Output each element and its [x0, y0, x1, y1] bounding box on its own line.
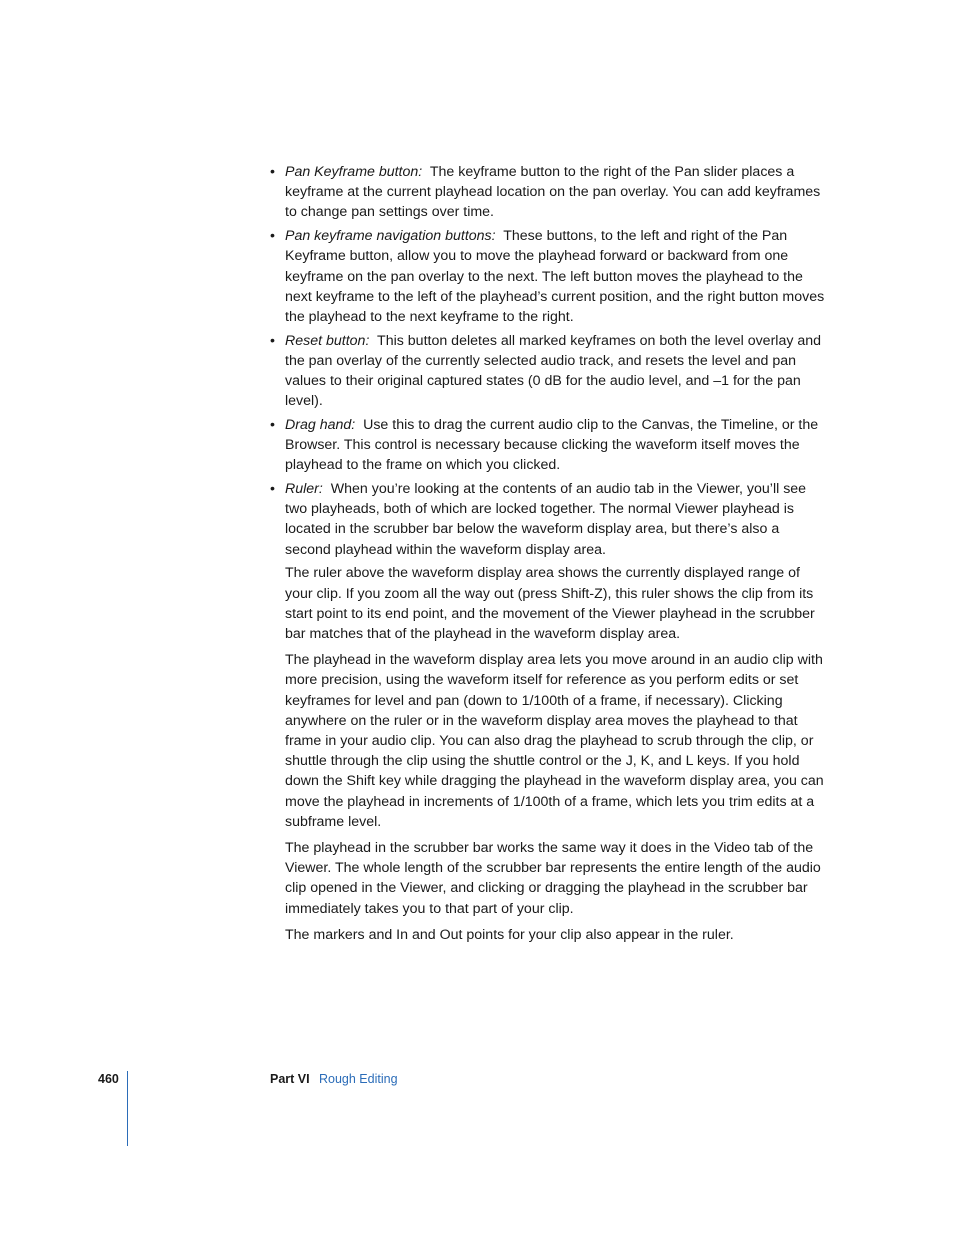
list-item [270, 226, 825, 327]
bullet-icon: • [270, 164, 275, 180]
term-description: When you’re looking at the contents of an audio tab in the Viewer, you’ll see two playheads, both of which are locked together. The normal Viewer playhead is located in the scrubber bar below the waveform display area, but there’s also a second playhead within the waveform display area. [285, 481, 807, 558]
term-label: Pan keyframe navigation buttons: [285, 228, 496, 245]
bullet-icon: • [270, 481, 275, 498]
term-label: Pan Keyframe button: [285, 164, 423, 180]
term-label: Ruler: [285, 481, 323, 498]
term-description: The keyframe button to the right of the Pan slider places a keyframe at the current playhead location on the pan overlay. You can add keyframes to change pan settings over time. [285, 164, 821, 221]
section-title: Rough Editing [319, 1072, 398, 1086]
part-label: Part VI [270, 1072, 310, 1086]
footer-divider [127, 1071, 128, 1146]
page-number: 460 [98, 1072, 119, 1086]
bullet-icon: • [270, 332, 275, 349]
term-description: Use this to drag the current audio clip to the Canvas, the Timeline, or the Browser. This control is necessary because clicking the waveform itself moves the playhead to the frame on which you clicked. [285, 416, 819, 474]
body-paragraph: The markers and In and Out points for your clip also appear in the ruler. [285, 926, 734, 943]
bullet-icon: • [270, 228, 275, 245]
body-content [270, 162, 825, 951]
term-description: This button deletes all marked keyframes on both the level overlay and the pan overlay of the currently selected audio track, and resets the level and pan values to their original captured states (0 dB for the audio level, and –1 for the pan level). [285, 332, 822, 410]
bullet-icon: • [270, 416, 275, 433]
body-paragraph: The ruler above the waveform display area shows the currently displayed range of your clip. If you zoom all the way out (press Shift-Z), this ruler shows the clip from its start point to its end point, and the movement of the Viewer playhead in the scrubber bar matches that of the playhead in the waveform display area. [285, 565, 815, 642]
definition-list [270, 162, 825, 560]
body-paragraph: The playhead in the waveform display area lets you move around in an audio clip with more precision, using the waveform itself for reference as you perform edits or set keyframes for level and pan (down to 1/100th of a frame, if necessary). Clicking anywhere on the ruler or in the waveform display area moves the playhead to that frame in your audio clip. You can also drag the playhead to scrub through the clip, or shuttle through the clip using the shuttle control or the J, K, and L keys. If you hold down the Shift key while dragging the playhead in the waveform display area, you can move the playhead in increments of 1/100th of a frame, which lets you trim edits at a subframe level. [285, 652, 824, 830]
term-label: Drag hand: [285, 416, 356, 433]
list-item [270, 331, 825, 412]
body-paragraph: The playhead in the scrubber bar works the same way it does in the Video tab of the Viewer. The whole length of the scrubber bar represents the entire length of the audio clip opened in the Viewer, and clicking or dragging the playhead in the scrubber bar immediately takes you to that part of your clip. [285, 840, 821, 917]
term-label: Reset button: [285, 332, 370, 349]
list-item [270, 479, 825, 560]
list-item [270, 162, 825, 223]
list-item [270, 415, 825, 476]
term-description: These buttons, to the left and right of the Pan Keyframe button, allow you to move the playhead forward or backward from one keyframe on the pan overlay to the next. The left button moves the playhead to the next keyframe to the left of the playhead’s current position, and the right button moves the playhead to the next keyframe to the right. [285, 228, 825, 325]
